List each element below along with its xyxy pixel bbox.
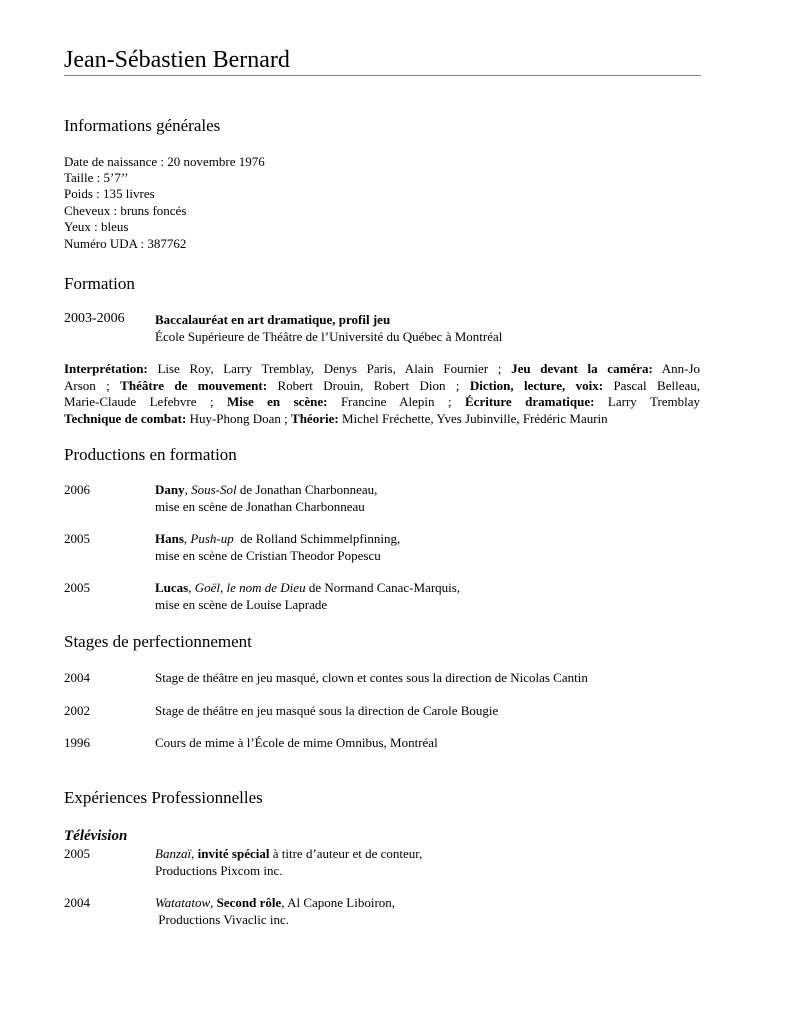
- teacher-names: Lise Roy, Larry Tremblay, Denys Paris, Alain Fournier ;: [147, 361, 502, 376]
- production-line: [155, 482, 377, 499]
- info-line: Cheveux : bruns foncés: [64, 203, 187, 218]
- teacher-names: Michel Fréchette, Yves Jubinville, Frédéric Maurin: [338, 411, 608, 426]
- production-year: 2005: [64, 580, 90, 595]
- experience-title: Watatatow: [155, 895, 211, 910]
- teacher-label: Technique de combat:: [64, 411, 187, 426]
- stage-year: 2004: [64, 670, 90, 685]
- production-role: Hans: [155, 531, 184, 546]
- experience-line: [155, 895, 395, 912]
- formation-degree: Baccalauréat en art dramatique, profil jeu: [155, 312, 391, 327]
- production-director: mise en scène de Louise Laprade: [155, 597, 328, 612]
- stage-year: 2002: [64, 703, 90, 718]
- teacher-names: Robert Drouin, Robert Dion ;: [277, 378, 460, 393]
- candidate-name: Jean-Sébastien Bernard: [64, 47, 290, 73]
- section-heading-formation: Formation: [64, 274, 135, 293]
- teacher-names: Arson ;: [64, 378, 110, 393]
- production-role: Lucas: [155, 580, 189, 595]
- production-year: 2006: [64, 482, 90, 497]
- teachers-line: [64, 361, 700, 378]
- experience-title: Banzaï: [155, 846, 192, 861]
- teacher-label: Diction, lecture, voix:: [469, 378, 604, 393]
- info-line: Numéro UDA : 387762: [64, 236, 187, 251]
- teacher-names: Pascal Belleau,: [613, 378, 701, 393]
- title-underline: [64, 75, 701, 76]
- teachers-line: [64, 378, 700, 395]
- teacher-label: Mise en scène:: [227, 394, 328, 409]
- experience-detail: , Al Capone Liboiron,: [281, 895, 396, 910]
- info-line: Poids : 135 livres: [64, 186, 155, 201]
- teacher-label: Jeu devant la caméra:: [511, 361, 653, 376]
- stage-text: Stage de théâtre en jeu masqué, clown et contes sous la direction de Nicolas Cantin: [155, 670, 588, 685]
- info-line: Yeux : bleus: [64, 219, 129, 234]
- stage-text: Stage de théâtre en jeu masqué sous la direction de Carole Bougie: [155, 703, 499, 718]
- separator: ,: [184, 482, 192, 497]
- experience-line: [155, 846, 422, 863]
- formation-school: École Supérieure de Théâtre de l’Université du Québec à Montréal: [155, 329, 503, 344]
- formation-year: 2003-2006: [64, 311, 125, 326]
- experience-role: invité spécial: [197, 846, 270, 861]
- teacher-names: Huy-Phong Doan ;: [186, 411, 288, 426]
- section-heading-experiences: Expériences Professionnelles: [64, 788, 263, 807]
- teacher-label: Écriture dramatique:: [465, 394, 595, 409]
- section-heading-productions: Productions en formation: [64, 445, 237, 464]
- production-title: Goël, le nom de Dieu: [194, 580, 306, 595]
- experience-company: Productions Vivaclic inc.: [155, 912, 290, 927]
- teachers-line: [64, 394, 700, 411]
- teacher-label: Théorie:: [291, 411, 339, 426]
- separator: ,: [183, 531, 191, 546]
- separator: ,: [210, 895, 217, 910]
- production-author: de Normand Canac-Marquis,: [305, 580, 461, 595]
- production-line: [155, 580, 460, 597]
- stage-text: Cours de mime à l’École de mime Omnibus, Montréal: [155, 735, 438, 750]
- separator: ,: [188, 580, 195, 595]
- info-line: Date de naissance : 20 novembre 1976: [64, 154, 265, 169]
- production-title: Push-up: [190, 531, 234, 546]
- teacher-label: Interprétation:: [64, 361, 148, 376]
- production-line: [155, 531, 400, 548]
- production-author: de Rolland Schimmelpfinning,: [233, 531, 401, 546]
- stage-year: 1996: [64, 735, 90, 750]
- teacher-names: Larry Tremblay: [607, 394, 701, 409]
- teacher-names: Marie-Claude Lefebvre ;: [64, 394, 214, 409]
- production-year: 2005: [64, 531, 90, 546]
- experience-detail: à titre d’auteur et de conteur,: [269, 846, 423, 861]
- separator: ,: [191, 846, 198, 861]
- production-title: Sous-Sol: [191, 482, 237, 497]
- experience-company: Productions Pixcom inc.: [155, 863, 283, 878]
- section-heading-stages: Stages de perfectionnement: [64, 632, 252, 651]
- experience-year: 2004: [64, 895, 90, 910]
- production-author: de Jonathan Charbonneau,: [236, 482, 378, 497]
- teacher-names: Ann-Jo: [661, 361, 701, 376]
- teacher-names: Francine Alepin ;: [340, 394, 452, 409]
- subsection-heading-television: Télévision: [64, 828, 128, 844]
- info-line: Taille : 5’7’’: [64, 170, 129, 185]
- production-role: Dany: [155, 482, 185, 497]
- experience-year: 2005: [64, 846, 90, 861]
- production-director: mise en scène de Cristian Theodor Popescu: [155, 548, 381, 563]
- production-director: mise en scène de Jonathan Charbonneau: [155, 499, 365, 514]
- experience-role: Second rôle: [216, 895, 282, 910]
- teacher-label: Théâtre de mouvement:: [120, 378, 268, 393]
- teachers-line: [64, 411, 608, 428]
- section-heading-general: Informations générales: [64, 116, 221, 135]
